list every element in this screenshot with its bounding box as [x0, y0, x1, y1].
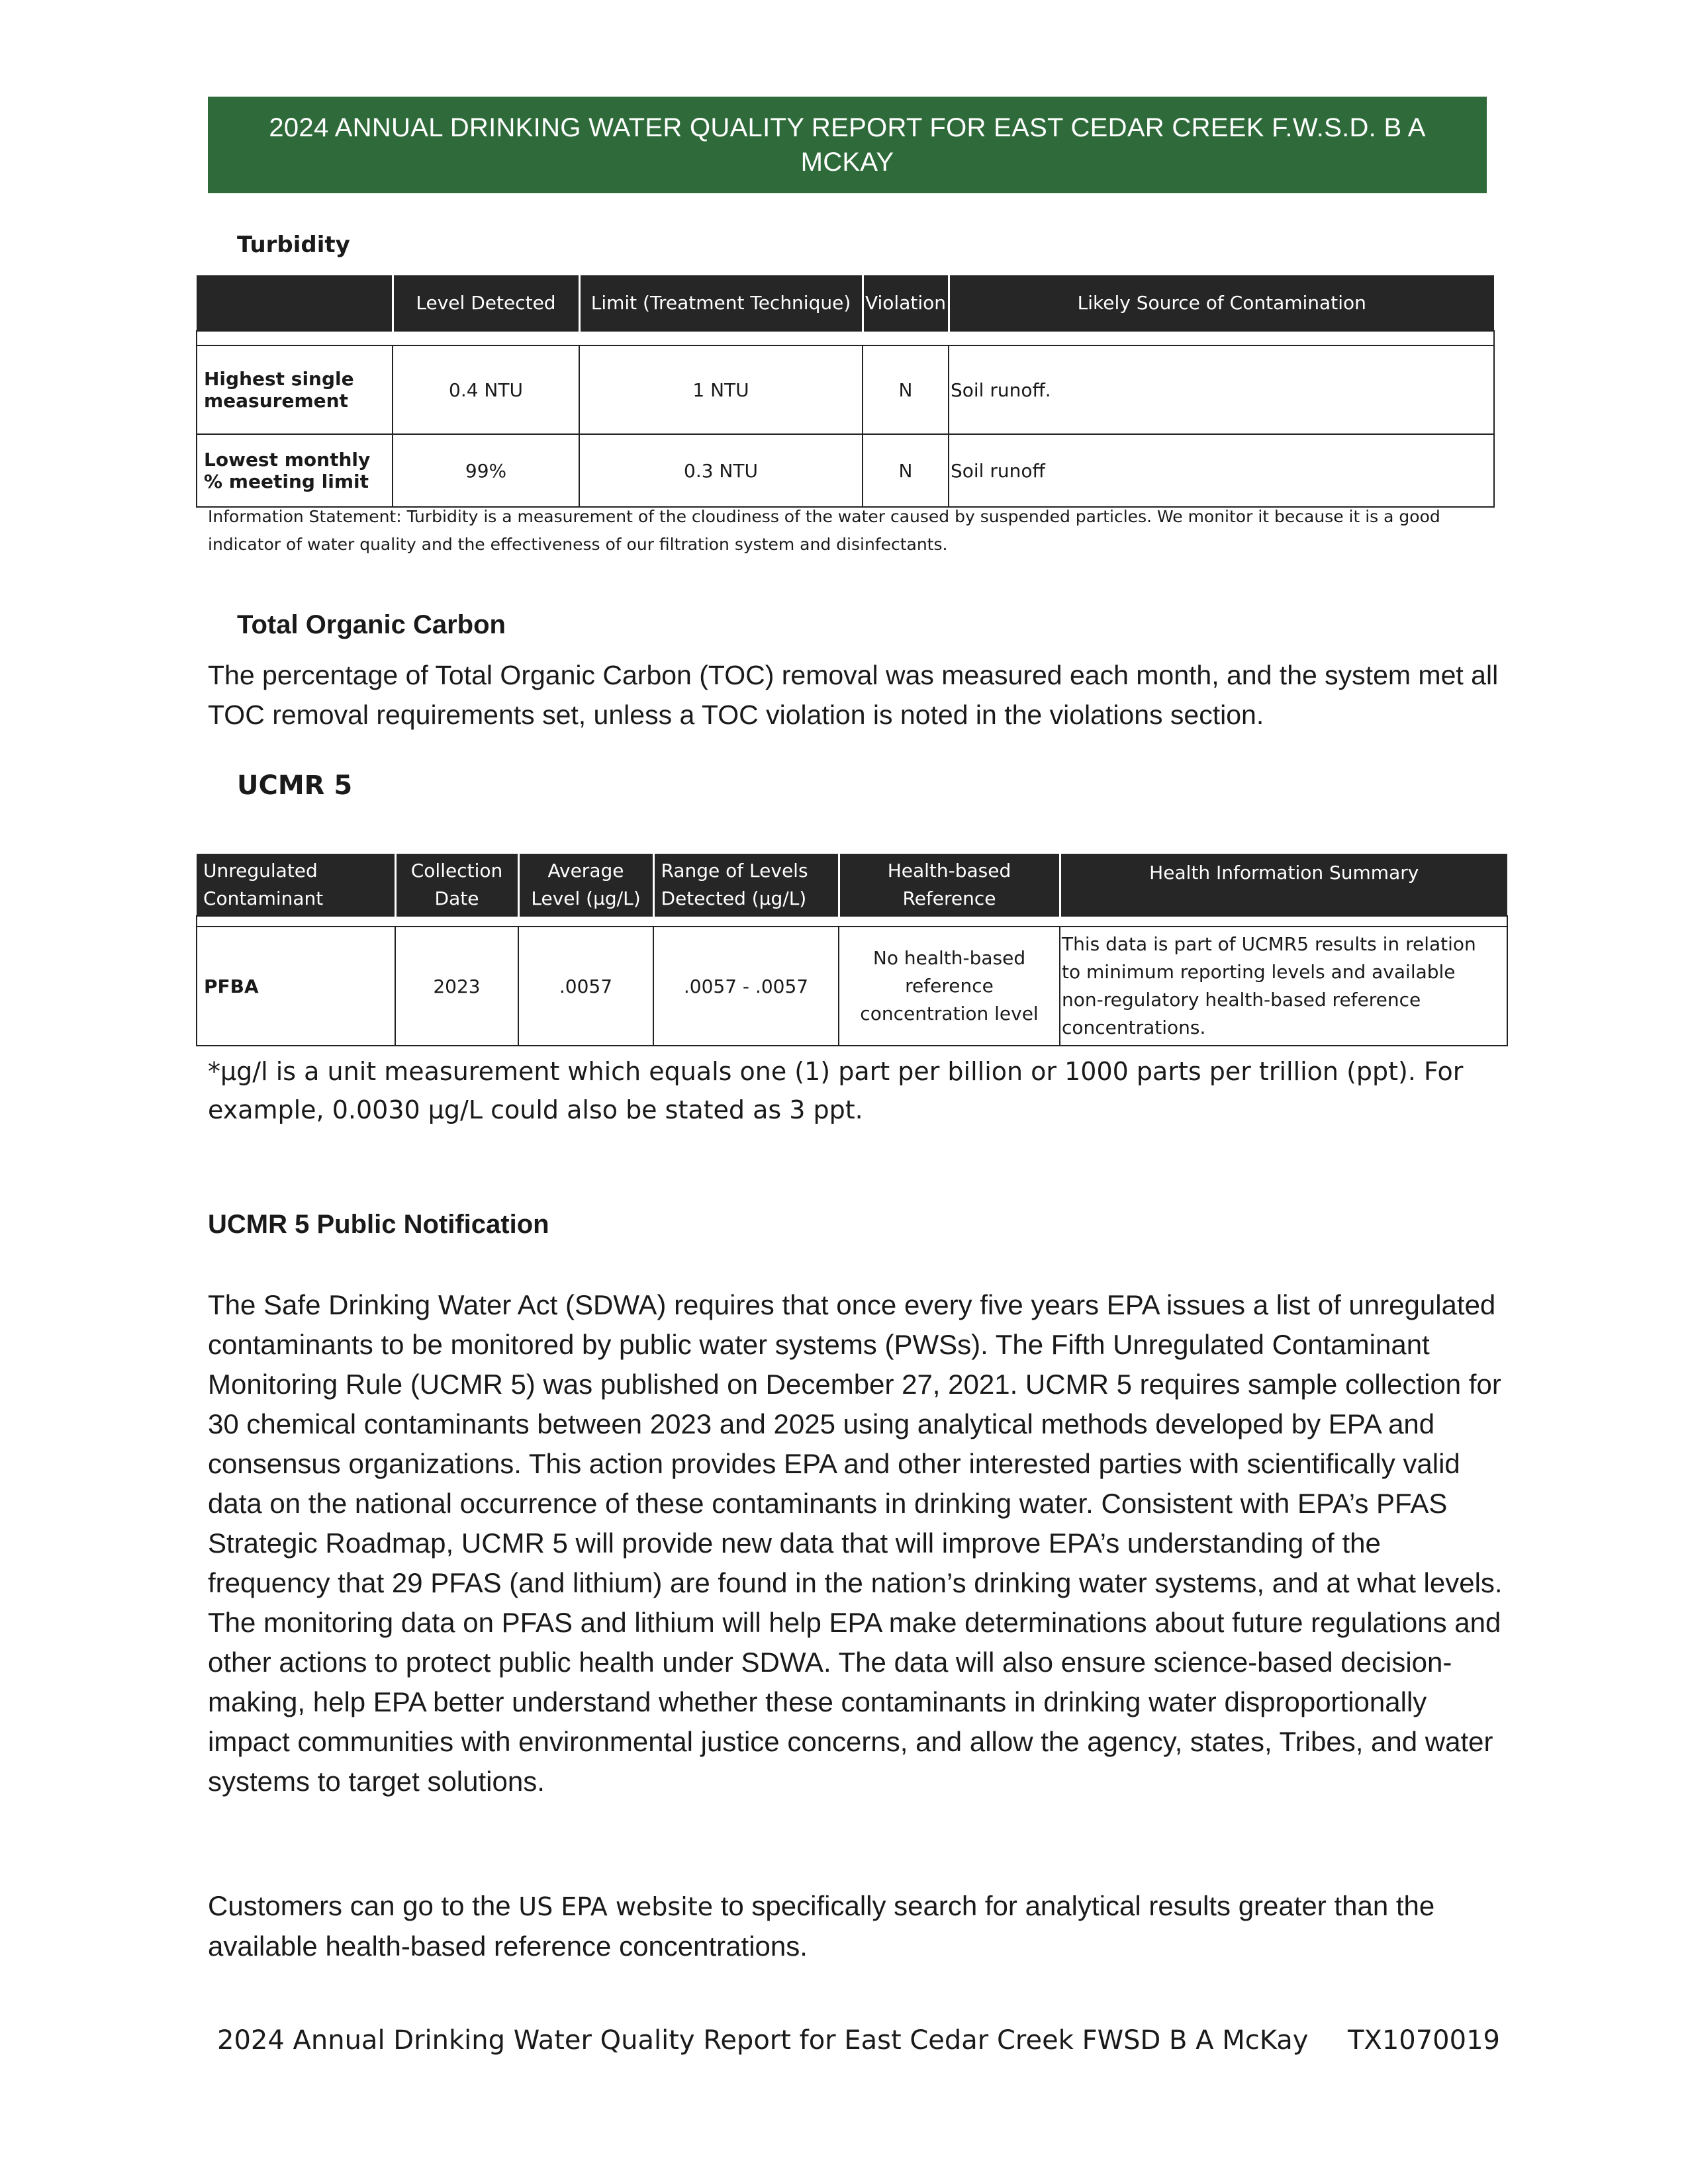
epa-paragraph-end: to specifically search for analytical results greater than the available health-based reference concentrations. — [208, 1890, 1435, 1962]
row-label: Lowest monthly % meeting limit — [197, 434, 393, 507]
level-cell: 99% — [393, 434, 579, 507]
summary-cell: This data is part of UCMR5 results in relation to minimum reporting levels and available non-regulatory health-based reference concentrations. — [1060, 927, 1507, 1046]
notification-paragraph: The Safe Drinking Water Act (SDWA) requires that once every five years EPA issues a list of unregulated contaminants to be monitored by public water systems (PWSs). The Fifth Unregulated Contaminant Monitoring Rule (UCMR 5) was published on December 27, 2021. UCMR 5 requires sample collection for 30 chemical contaminants between 2023 and 2025 using analytical methods developed by EPA and consensus organizations. This action provides EPA and other interested parties with scientifically valid data on the national occurrence of these contaminants in drinking water. Consistent with EPA’s PFAS Strategic Roadmap, UCMR 5 will provide new data that will improve EPA’s understanding of the frequency that 29 PFAS (and lithium) are found in the nation’s drinking water systems, and at what levels. The monitoring data on PFAS and lithium will help EPA make determinations about future regulations and other actions to protect public health under SDWA. The data will also ensure science-based decision-making, help EPA better understand whether these contaminants in drinking water disproportionally impact communities with environmental justice concerns, and allow the agency, states, Tribes, and water systems to target solutions. — [208, 1289, 1503, 1797]
us-epa-website-link[interactable]: US EPA website — [518, 1892, 714, 1921]
ucmr-col-range: Range of Levels Detected (µg/L) — [653, 854, 839, 916]
epa-website-paragraph — [208, 1886, 1505, 1966]
average-cell: .0057 — [518, 927, 653, 1046]
table-row — [197, 434, 1494, 507]
turbidity-table — [196, 275, 1495, 508]
ucmr-col-date: Collection Date — [395, 854, 518, 916]
turbidity-heading: Turbidity — [237, 232, 350, 258]
table-row — [197, 345, 1494, 434]
toc-text: The percentage of Total Organic Carbon (TOC) removal was measured each month, and the system met all TOC removal requirements set, unless a TOC violation is noted in the violations section. — [208, 660, 1499, 730]
reference-cell: No health-based reference concentration level — [839, 927, 1060, 1046]
turbidity-col-level: Level Detected — [393, 275, 579, 331]
turbidity-info-statement: Information Statement: Turbidity is a measurement of the cloudiness of the water caused by suspended particles. We monitor it because it is a good indicator of water quality and the effectiveness of our filtration system and disinfectants. — [208, 507, 1440, 554]
footer-system-id: TX1070019 — [1348, 2025, 1500, 2056]
ucmr-footnote: *µg/l is a unit measurement which equals one (1) part per billion or 1000 parts per trillion (ppt). For example, 0.0030 µg/L could also be stated as 3 ppt. — [208, 1057, 1464, 1124]
ucmr-col-contaminant: Unregulated Contaminant — [197, 854, 395, 916]
report-title-banner — [208, 97, 1487, 193]
table-row — [197, 927, 1507, 1046]
level-cell: 0.4 NTU — [393, 345, 579, 434]
report-title: 2024 ANNUAL DRINKING WATER QUALITY REPORT FOR EAST CEDAR CREEK F.W.S.D. B A MCKAY — [269, 113, 1426, 177]
notification-heading: UCMR 5 Public Notification — [208, 1210, 549, 1239]
turbidity-col-source: Likely Source of Contamination — [949, 275, 1494, 331]
limit-cell: 1 NTU — [579, 345, 863, 434]
row-label: Highest single measurement — [197, 345, 393, 434]
turbidity-col-blank — [197, 275, 393, 331]
ucmr-heading: UCMR 5 — [237, 770, 353, 801]
toc-heading: Total Organic Carbon — [237, 610, 506, 639]
ucmr-col-average: Average Level (µg/L) — [518, 854, 653, 916]
source-cell: Soil runoff — [949, 434, 1494, 507]
violation-cell: N — [863, 345, 949, 434]
turbidity-col-limit: Limit (Treatment Technique) — [579, 275, 863, 331]
turbidity-col-violation: Violation — [863, 275, 949, 331]
date-cell: 2023 — [395, 927, 518, 1046]
violation-cell: N — [863, 434, 949, 507]
epa-paragraph-start: Customers can go to the — [208, 1890, 519, 1921]
range-cell: .0057 - .0057 — [653, 927, 839, 1046]
ucmr-table — [196, 854, 1508, 1046]
source-cell: Soil runoff. — [949, 345, 1494, 434]
ucmr-col-summary: Health Information Summary — [1060, 854, 1507, 916]
contaminant-cell: PFBA — [197, 927, 395, 1046]
limit-cell: 0.3 NTU — [579, 434, 863, 507]
footer-title: 2024 Annual Drinking Water Quality Report for East Cedar Creek FWSD B A McKay — [217, 2025, 1309, 2056]
ucmr-col-reference: Health-based Reference — [839, 854, 1060, 916]
